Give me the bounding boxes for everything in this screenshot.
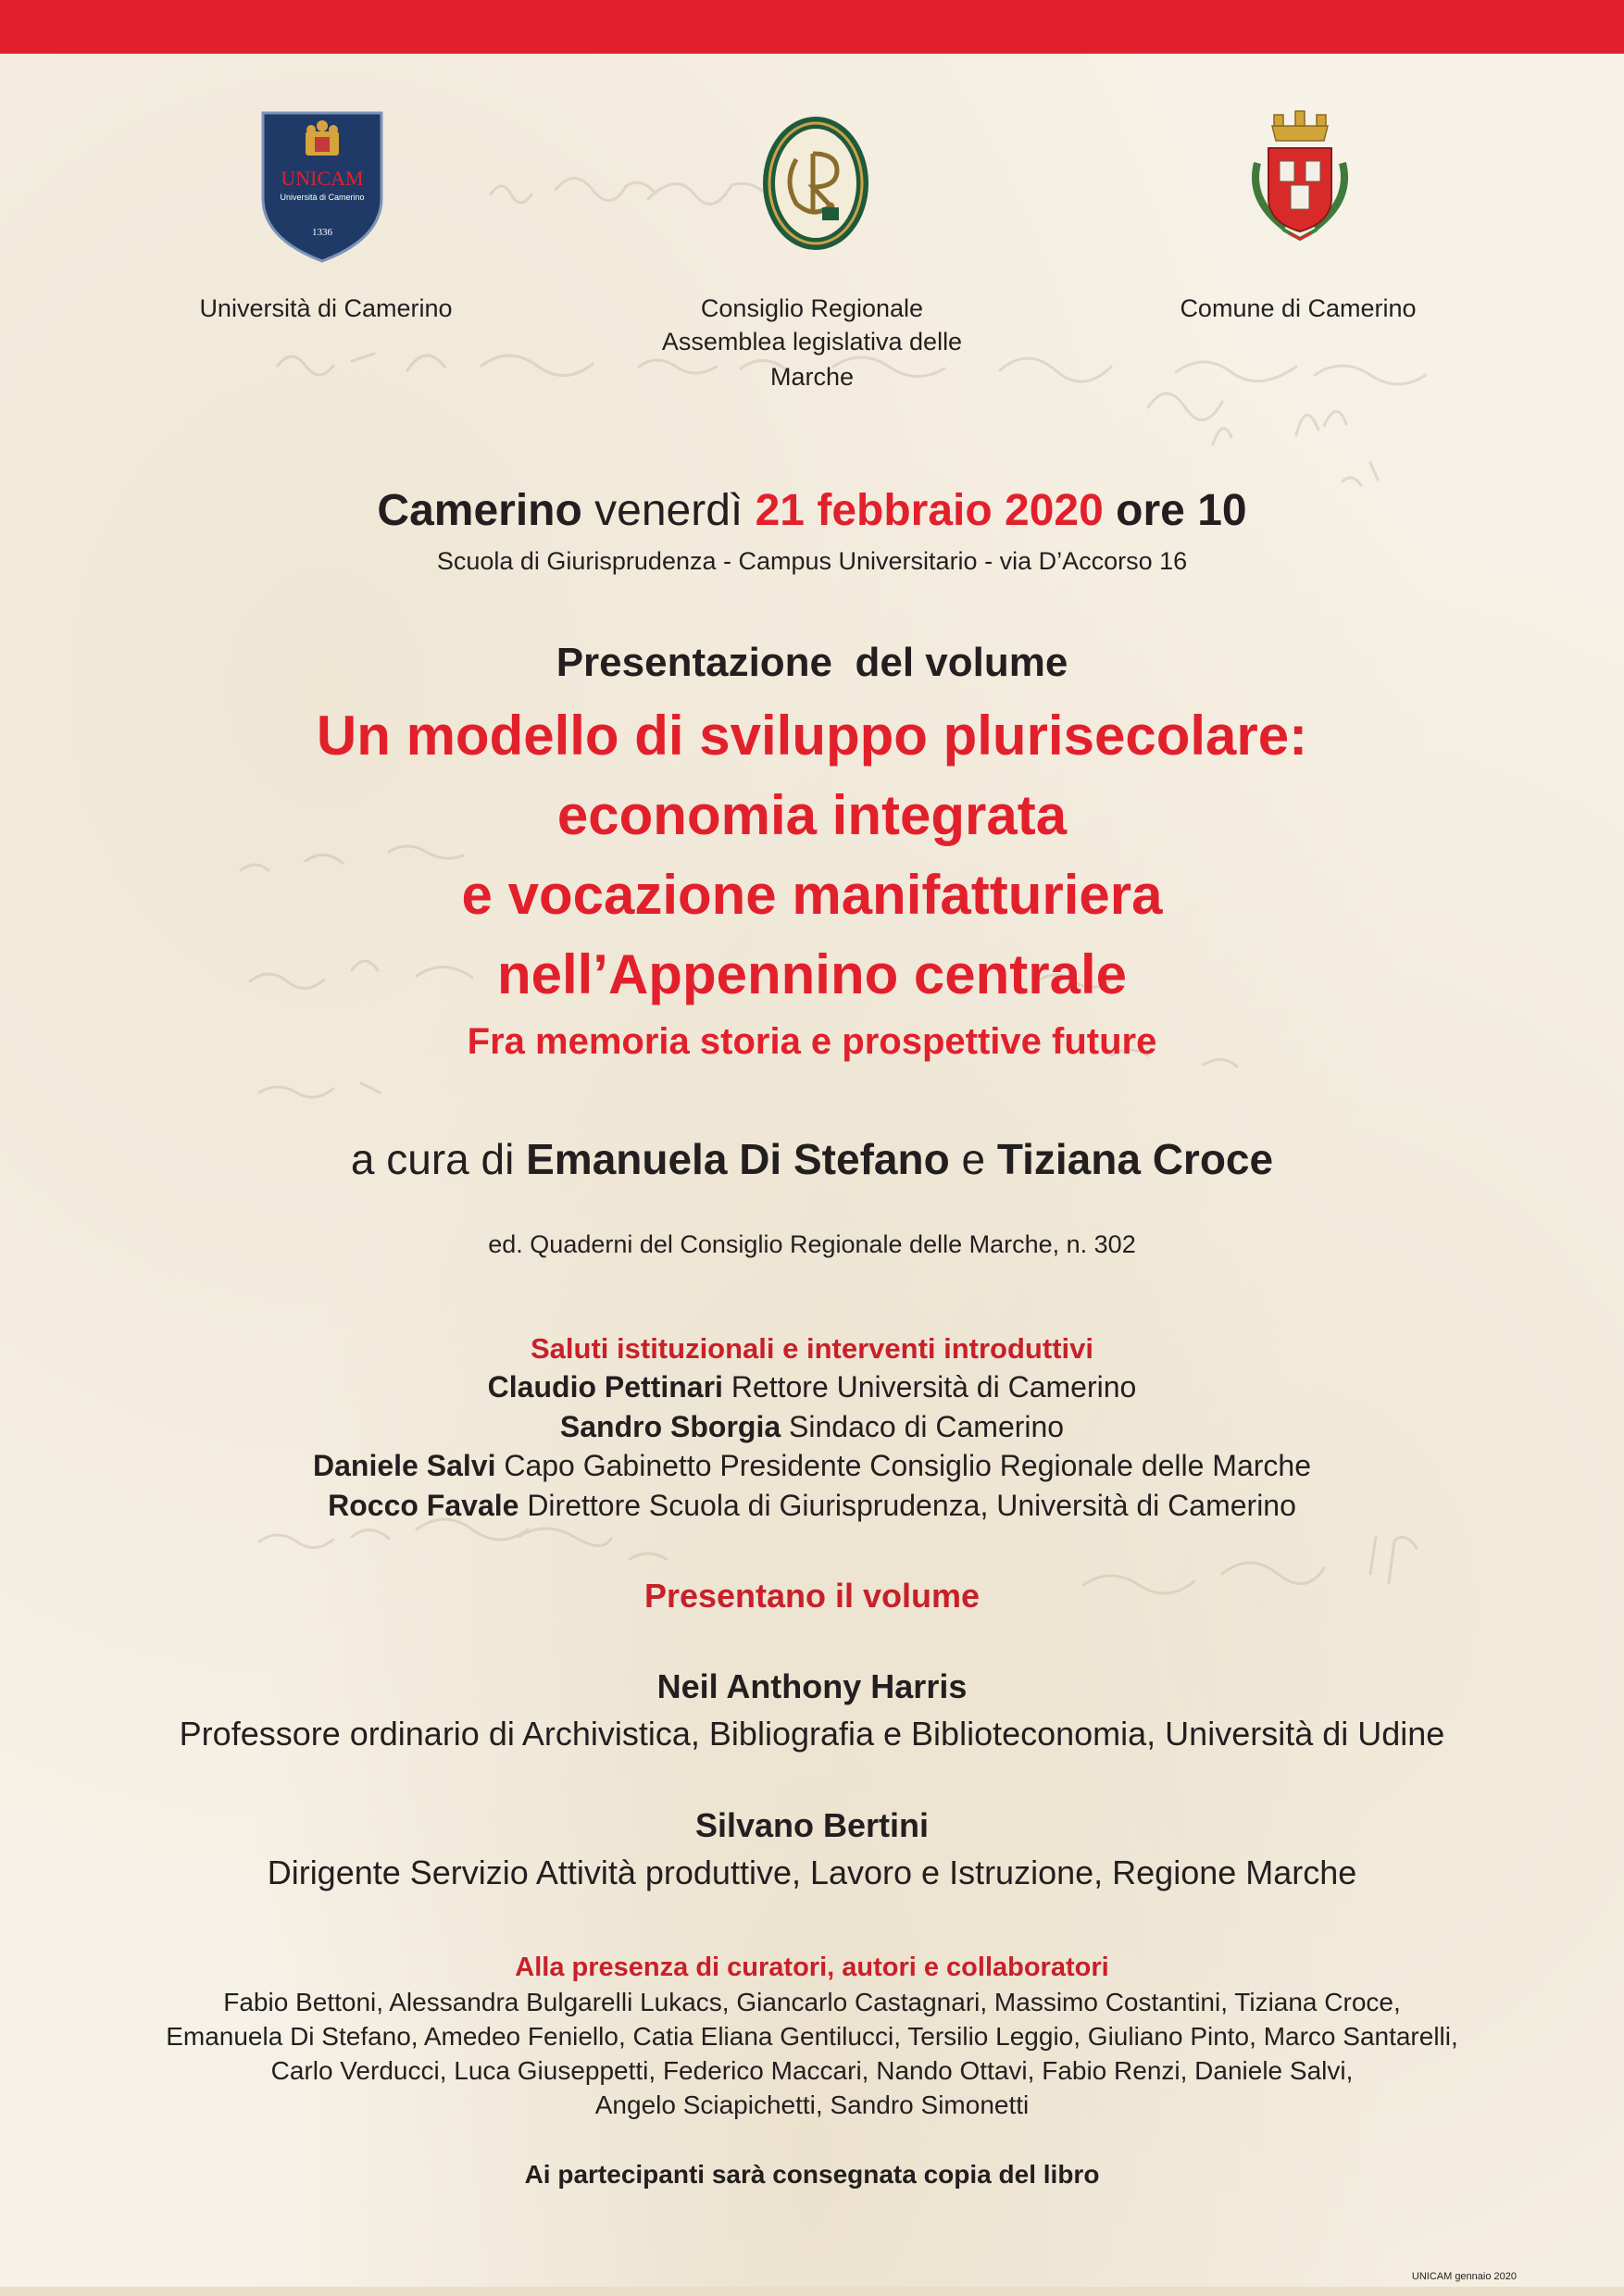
greeter-name: Claudio Pettinari	[487, 1370, 723, 1404]
authors-list	[0, 1985, 1624, 2122]
consiglio-regionale-emblem-icon	[759, 113, 872, 254]
authors-heading: Alla presenza di curatori, autori e collaboratori	[515, 1953, 1109, 1982]
editor-conjunction: e	[961, 1135, 986, 1183]
greeter-role: Capo Gabinetto Presidente Consiglio Regionale delle Marche	[504, 1449, 1311, 1482]
book-editors	[0, 1131, 1624, 1187]
presenter-name: Neil Anthony Harris	[656, 1667, 968, 1705]
greeter-role: Sindaco di Camerino	[789, 1409, 1065, 1443]
authors-line: Angelo Sciapichetti, Sandro Simonetti	[594, 2090, 1030, 2119]
book-title-line: Un modello di sviluppo plurisecolare:	[316, 705, 1308, 767]
participants-note: Ai partecipanti sarà consegnata copia del libro	[524, 2160, 1100, 2189]
event-city: Camerino	[377, 486, 582, 535]
event-dateline	[0, 483, 1624, 539]
greeter-name: Sandro Sborgia	[559, 1409, 781, 1443]
list-item	[0, 1407, 1624, 1447]
unicam-mark-year: 1336	[312, 227, 332, 238]
greeter-role: Direttore Scuola di Giurisprudenza, Università di Camerino	[527, 1488, 1296, 1522]
editor-name: Emanuela Di Stefano	[526, 1135, 950, 1183]
list-item	[0, 1446, 1624, 1486]
greeter-role: Rettore Università di Camerino	[731, 1370, 1137, 1404]
comune-caption: Comune di Camerino	[1180, 294, 1417, 322]
authors-line: Emanuela Di Stefano, Amedeo Feniello, Catia Eliana Gentilucci, Tersilio Leggio, Giuliano Pinto, Marco Santarelli,	[166, 2022, 1458, 2051]
unicam-caption: Università di Camerino	[199, 294, 453, 322]
authors-line: Fabio Bettoni, Alessandra Bulgarelli Lukacs, Giancarlo Castagnari, Massimo Costantini, Tiziana Croce,	[223, 1988, 1401, 2016]
print-credit: UNICAM gennaio 2020	[1411, 2271, 1517, 2282]
book-title-line: nell’Appennino centrale	[496, 943, 1128, 1005]
book-title-line: economia integrata	[556, 784, 1068, 846]
consiglio-caption-line1: Consiglio Regionale	[700, 294, 924, 322]
presenter-role: Dirigente Servizio Attività produttive, Lavoro e Istruzione, Regione Marche	[267, 1853, 1357, 1891]
authors-line: Carlo Verducci, Luca Giuseppetti, Federico Maccari, Nando Ottavi, Fabio Renzi, Daniele Salvi,	[270, 2056, 1354, 2085]
event-time: ore 10	[1116, 486, 1247, 535]
consiglio-caption-line2: Assemblea legislativa delle Marche	[661, 328, 963, 391]
book-title-line: e vocazione manifatturiera	[461, 864, 1163, 926]
top-red-bar	[0, 0, 1624, 54]
book-edition: ed. Quaderni del Consiglio Regionale delle Marche, n. 302	[488, 1230, 1136, 1258]
presenter-name: Silvano Bertini	[694, 1806, 930, 1844]
unicam-mark-text: UNICAM	[281, 167, 364, 190]
curated-prefix: a cura di	[350, 1135, 515, 1183]
greetings-list	[0, 1367, 1624, 1525]
editor-name: Tiziana Croce	[996, 1135, 1274, 1183]
presentation-intro: Presentazione del volume	[556, 640, 1068, 685]
book-subtitle: Fra memoria storia e prospettive future	[467, 1021, 1157, 1062]
camerino-coat-of-arms-icon	[1248, 107, 1352, 254]
presenter-role: Professore ordinario di Archivistica, Bibliografia e Biblioteconomia, Università di Udine	[179, 1715, 1445, 1753]
event-date: 21 febbraio 2020	[755, 486, 1104, 535]
greetings-heading: Saluti istituzionali e interventi introduttivi	[531, 1332, 1093, 1365]
bottom-edge	[0, 2287, 1624, 2296]
unicam-shield-icon	[259, 109, 385, 265]
event-weekday: venerdì	[594, 486, 743, 535]
list-item	[0, 1486, 1624, 1526]
presenters-heading: Presentano il volume	[643, 1577, 981, 1615]
greeter-name: Rocco Favale	[328, 1488, 519, 1522]
book-title	[0, 696, 1624, 1015]
list-item	[0, 1367, 1624, 1407]
greeter-name: Daniele Salvi	[313, 1449, 496, 1482]
unicam-mark-subtext: Università di Camerino	[280, 193, 365, 202]
event-venue: Scuola di Giurisprudenza - Campus Universitario - via D’Accorso 16	[436, 547, 1188, 575]
